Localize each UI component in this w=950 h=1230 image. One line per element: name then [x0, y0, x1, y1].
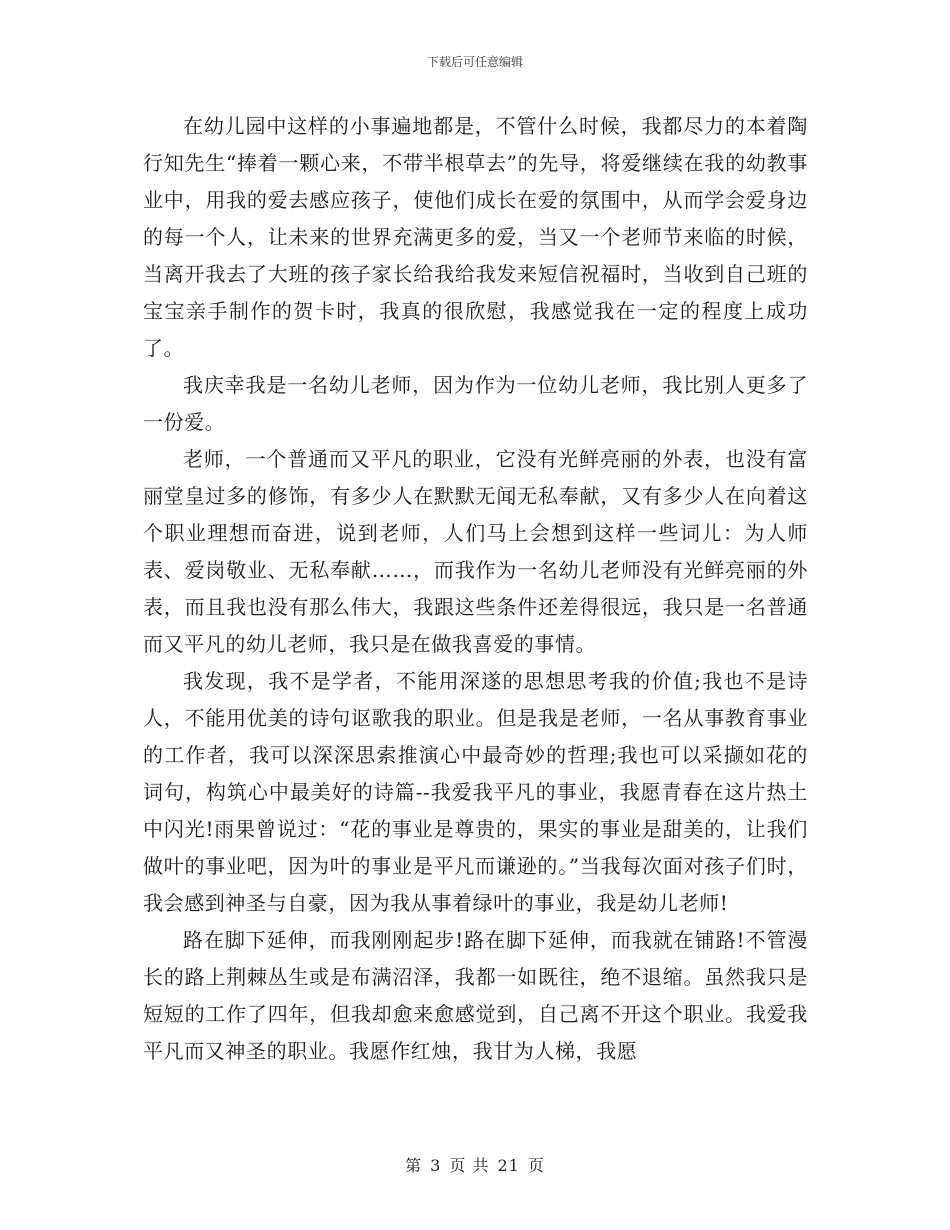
- page-footer: [0, 1153, 950, 1176]
- paragraph-3: 老师，一个普通而又平凡的职业，它没有光鲜亮丽的外表，也没有富丽堂皇过多的修饰，有多少人在默默无闻无私奉献，又有多少人在向着这个职业理想而奋进，说到老师，人们马上会想到这样一些词儿：为人师表、爱岗敬业、无私奉献……，而我作为一名幼儿老师没有光鲜亮丽的外表，而且我也没有那么伟大，我跟这些条件还差得很远，我只是一名普通而又平凡的幼儿老师，我只是在做我喜爱的事情。: [143, 447, 808, 656]
- page-number: 3: [430, 1156, 442, 1175]
- footer-middle: 页 共: [449, 1156, 490, 1175]
- footer-prefix: 第: [405, 1156, 423, 1175]
- paragraph-4: 我发现，我不是学者，不能用深遂的思想思考我的价值;我也不是诗人，不能用优美的诗句讴歌我的职业。但是我是老师，一名从事教育事业的工作者，我可以深深思索推演心中最奇妙的哲理;我也可以采撷如花的词句，构筑心中最美好的诗篇--我爱我平凡的事业，我愿青春在这片热土中闪光!雨果曾说过：“花的事业是尊贵的，果实的事业是甜美的，让我们做叶的事业吧，因为叶的事业是平凡而谦逊的。”当我每次面对孩子们时，我会感到神圣与自豪，因为我从事着绿叶的事业，我是幼儿老师!: [143, 669, 808, 915]
- page-header: 下载后可任意编辑: [426, 55, 523, 69]
- paragraph-1: 在幼儿园中这样的小事遍地都是，不管什么时候，我都尽力的本着陶行知先生“捧着一颗心来，不带半根草去”的先导，将爱继续在我的幼教事业中，用我的爱去感应孩子，使他们成长在爱的氛围中，从而学会爱身边的每一个人，让未来的世界充满更多的爱，当又一个老师节来临的时候，当离开我去了大班的孩子家长给我给我发来短信祝福时，当收到自己班的宝宝亲手制作的贺卡时，我真的很欣慰，我感觉我在一定的程度上成功了。: [143, 114, 808, 360]
- paragraph-2: 我庆幸我是一名幼儿老师，因为作为一位幼儿老师，我比别人更多了一份爱。: [143, 373, 808, 434]
- total-pages: 21: [497, 1156, 520, 1175]
- document-body: [143, 108, 808, 1070]
- footer-suffix: 页: [527, 1156, 545, 1175]
- paragraph-5: 路在脚下延伸，而我刚刚起步!路在脚下延伸，而我就在铺路!不管漫长的路上荆棘丛生或是布满沼泽，我都一如既往，绝不退缩。虽然我只是短短的工作了四年，但我却愈来愈感觉到，自己离不开这个职业。我爱我平凡而又神圣的职业。我愿作红烛，我甘为人梯，我愿: [143, 928, 808, 1063]
